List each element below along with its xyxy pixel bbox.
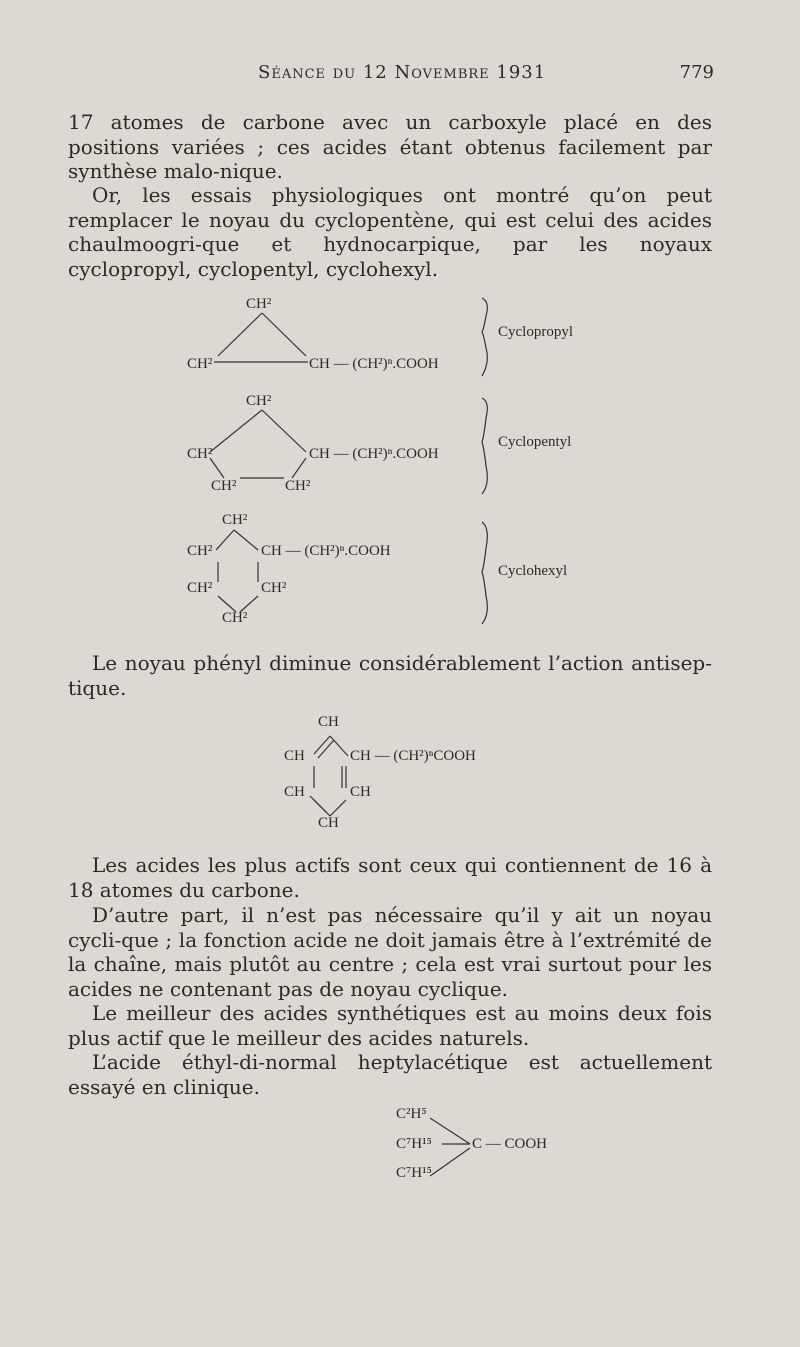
ph-lower-right: CH bbox=[350, 784, 371, 800]
bond bbox=[262, 313, 306, 356]
bond bbox=[210, 410, 262, 452]
paragraph-1: 17 atomes de carbone avec un carboxyle placé en des positions variées ; ces acides étant obtenus facilement par synthèse malo-nique. bbox=[68, 110, 712, 183]
paragraph-7: L’acide éthyl-di-normal heptylacétique est actuellement essayé en clinique. bbox=[68, 1050, 712, 1099]
bond bbox=[218, 596, 236, 612]
paragraph-2: Or, les essais physiologiques ont montré qu’on peut remplacer le noyau du cyclopentène, qui est celui des acides chaulmoogri-que et hydnocarpique, par les noyaux cyclopropyl, cyclopentyl, cyclohexyl. bbox=[68, 183, 712, 281]
cp-left: CH² bbox=[187, 356, 213, 372]
cpt-chain: CH — (CH²)ⁿ.COOH bbox=[309, 446, 439, 462]
bond bbox=[310, 796, 326, 812]
chx-lower-right: CH² bbox=[261, 580, 287, 596]
bond bbox=[234, 530, 258, 550]
cpt-bottom-right: CH² bbox=[285, 478, 311, 494]
paragraph-3: Le noyau phényl diminue considérablement l’action antisep-tique. bbox=[68, 651, 712, 700]
chx-label: Cyclohexyl bbox=[498, 563, 568, 579]
bond bbox=[330, 800, 346, 816]
ph-bottom: CH bbox=[318, 815, 339, 831]
chx-top: CH² bbox=[222, 512, 248, 528]
page-number: 779 bbox=[679, 62, 714, 83]
ph-top: CH bbox=[318, 714, 339, 730]
header-title: Séance du 12 Novembre 1931 bbox=[258, 62, 547, 83]
bond bbox=[210, 458, 224, 478]
brace-cyclopentyl bbox=[482, 398, 487, 494]
bond bbox=[430, 1118, 470, 1144]
bond bbox=[314, 736, 330, 754]
bond bbox=[216, 530, 234, 550]
chx-bottom: CH² bbox=[222, 610, 248, 626]
ph-lower-left: CH bbox=[284, 784, 305, 800]
chx-upper-left: CH² bbox=[187, 543, 213, 559]
bond bbox=[330, 736, 348, 756]
acid-g3: C⁷H¹⁵ bbox=[396, 1165, 432, 1181]
cp-chain: CH — (CH²)ⁿ.COOH bbox=[309, 356, 439, 372]
bond bbox=[430, 1148, 470, 1176]
bond bbox=[318, 740, 334, 758]
ph-chain: CH — (CH²)ⁿCOOH bbox=[350, 748, 476, 764]
ph-upper-left: CH bbox=[284, 748, 305, 764]
brace-cyclohexyl bbox=[482, 522, 487, 624]
bond bbox=[292, 458, 306, 478]
chx-chain: CH — (CH²)ⁿ.COOH bbox=[261, 543, 391, 559]
bond bbox=[218, 313, 262, 356]
acid-g1: C²H⁵ bbox=[396, 1106, 427, 1122]
acid-core: C — COOH bbox=[472, 1136, 548, 1152]
cpt-left: CH² bbox=[187, 446, 213, 462]
brace-cyclopropyl bbox=[482, 298, 487, 376]
cpt-bottom-left: CH² bbox=[211, 478, 237, 494]
cpt-top: CH² bbox=[246, 393, 272, 409]
cp-top: CH² bbox=[246, 296, 272, 312]
paragraph-4: Les acides les plus actifs sont ceux qui contiennent de 16 à 18 atomes du carbone. bbox=[68, 853, 712, 902]
paragraph-6: Le meilleur des acides synthétiques est au moins deux fois plus actif que le meilleur des acides naturels. bbox=[68, 1001, 712, 1050]
cpt-label: Cyclopentyl bbox=[498, 434, 572, 450]
chx-lower-left: CH² bbox=[187, 580, 213, 596]
paragraph-5: D’autre part, il n’est pas nécessaire qu’il y ait un noyau cycli-que ; la fonction acide ne doit jamais être à l’extrémité de la chaîne, mais plutôt au centre ; cela est vrai surtout pour les acides ne contenant pas de noyau cyclique. bbox=[68, 903, 712, 1001]
bond bbox=[240, 596, 258, 612]
acid-g2: C⁷H¹⁵ bbox=[396, 1136, 432, 1152]
bond bbox=[262, 410, 306, 452]
cp-label: Cyclopropyl bbox=[498, 324, 573, 340]
